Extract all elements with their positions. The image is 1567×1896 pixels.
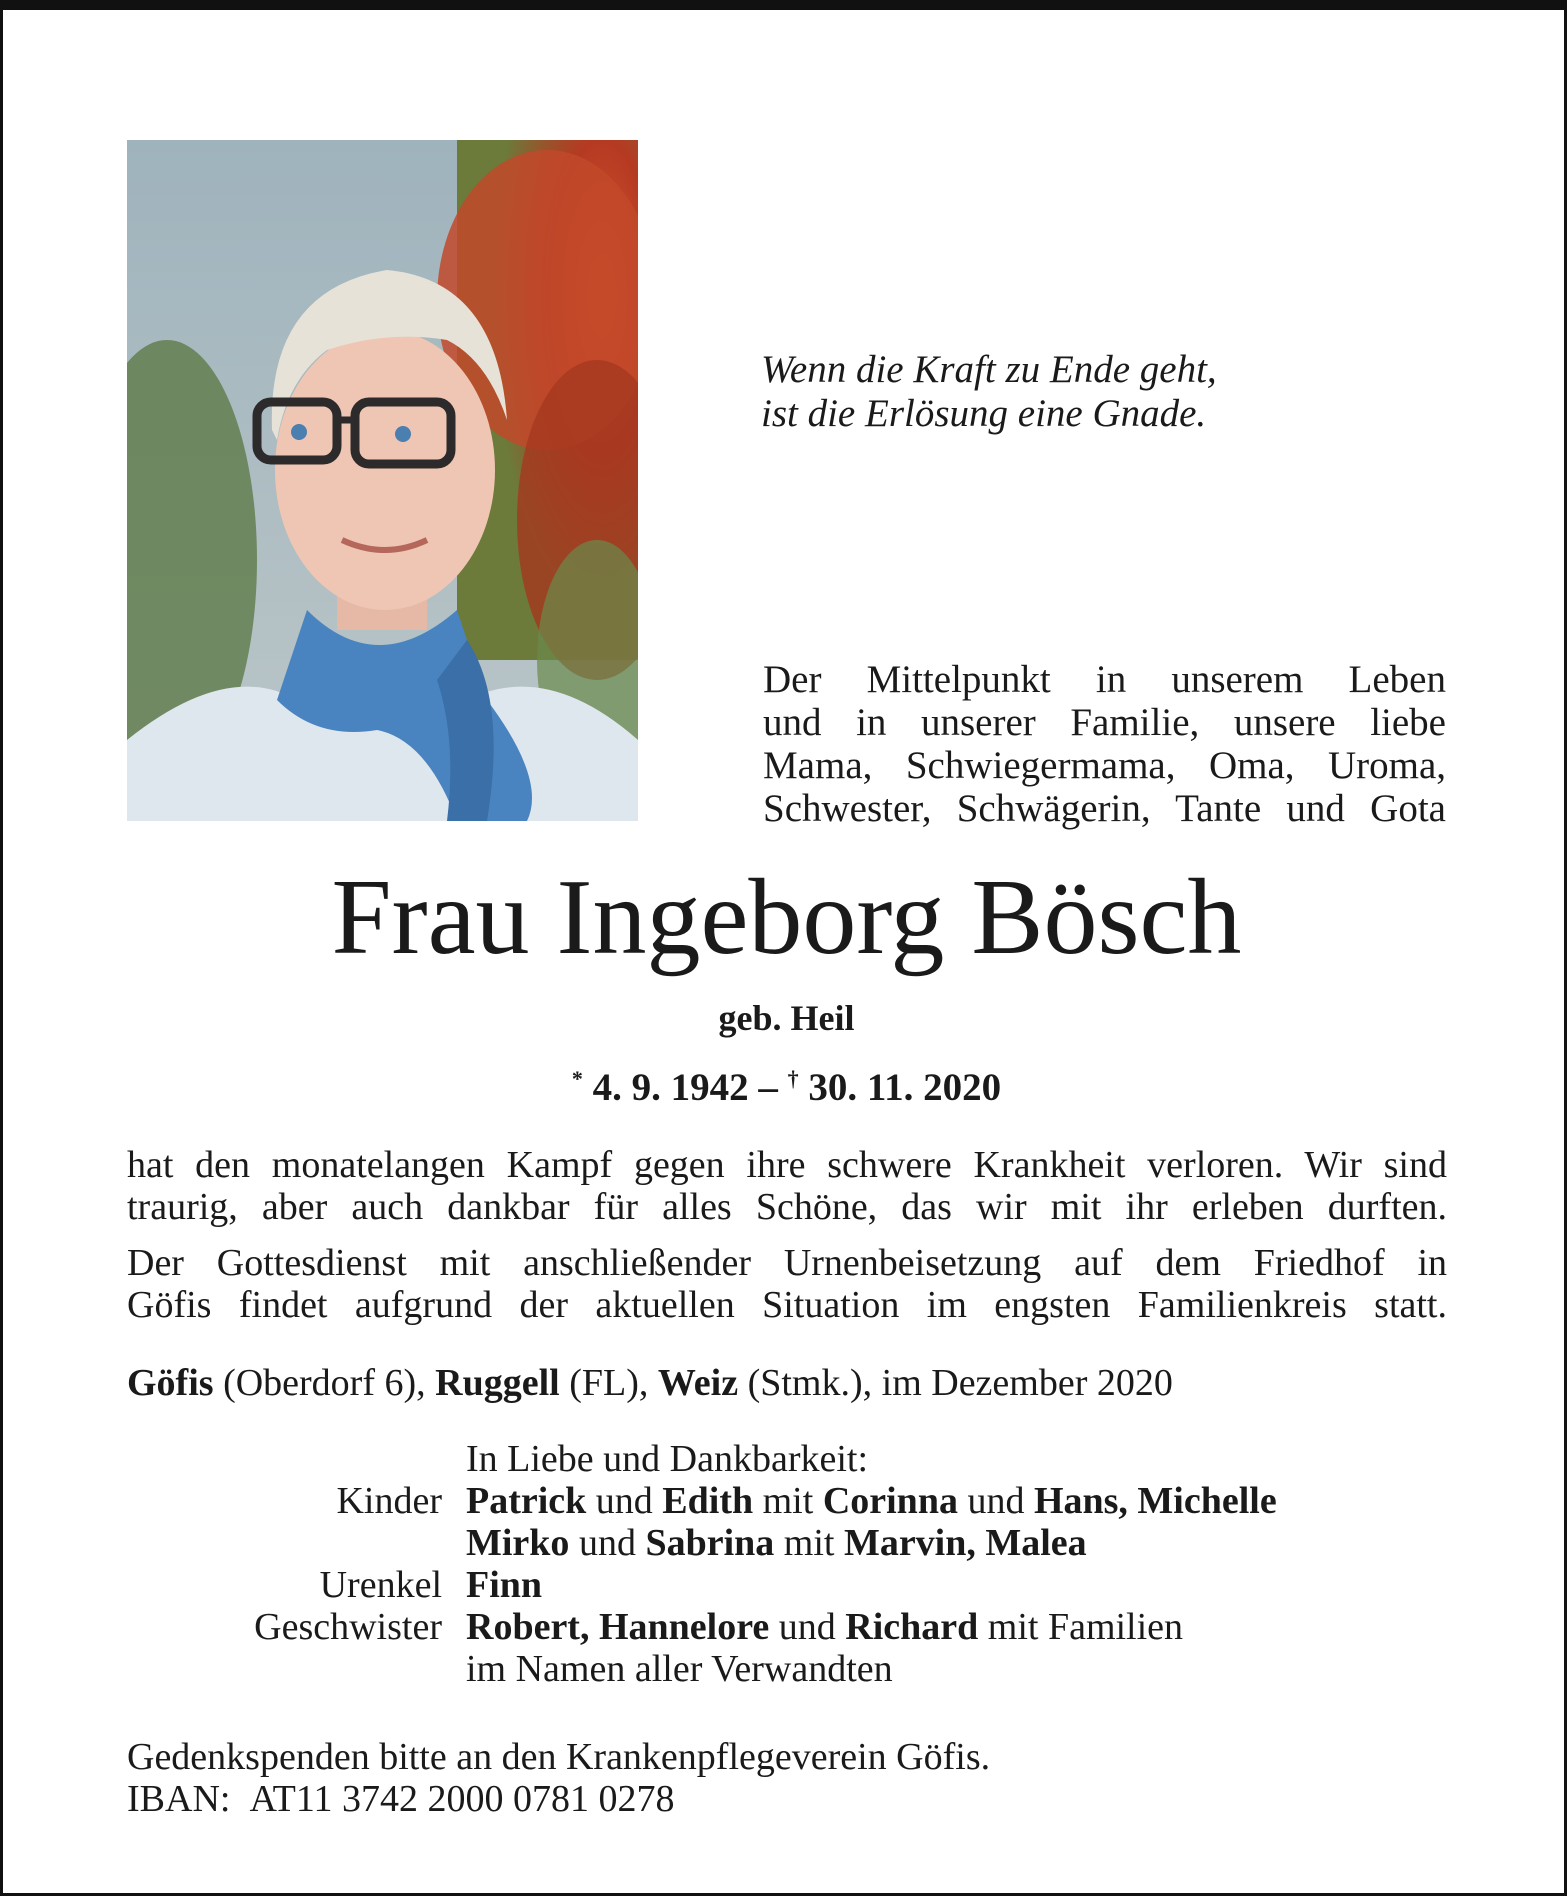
kinder-label: Kinder bbox=[336, 1480, 442, 1522]
date-dash: – bbox=[758, 1066, 778, 1109]
places-line bbox=[127, 1362, 1447, 1404]
portrait-photo-icon bbox=[127, 140, 638, 821]
maiden-name: geb. Heil bbox=[718, 998, 855, 1038]
life-dates bbox=[3, 1054, 1567, 1113]
birth-date: 4. 9. 1942 bbox=[592, 1066, 749, 1109]
intro-line: Schwester, Schwägerin, Tante und Gota bbox=[763, 787, 1446, 830]
paragraph-illness bbox=[127, 1144, 1447, 1228]
kinder-row: Kinder Patrick und Edith mit Corinna und Hans, Michelle bbox=[127, 1480, 1447, 1522]
intro-line: Der Mittelpunkt in unserem Leben bbox=[763, 658, 1446, 701]
portrait-photo bbox=[127, 140, 638, 821]
quote-line: Wenn die Kraft zu Ende geht, bbox=[761, 348, 1217, 391]
intro-line: Mama, Schwiegermama, Oma, Uroma, bbox=[763, 744, 1446, 787]
mourner-name: Patrick bbox=[466, 1480, 587, 1522]
mourner-name: Finn bbox=[466, 1564, 543, 1606]
birth-symbol: * bbox=[571, 1066, 583, 1091]
iban-line bbox=[127, 1778, 1447, 1820]
memorial-quote bbox=[761, 348, 1461, 436]
place-detail: (Oberdorf 6), bbox=[213, 1362, 436, 1404]
relatives-row bbox=[127, 1648, 1447, 1690]
paragraph-line: hat den monatelangen Kampf gegen ihre schwere Krankheit verloren. Wir sind bbox=[127, 1144, 1447, 1186]
iban-label: IBAN: bbox=[127, 1778, 231, 1820]
paragraph-line: traurig, aber auch dankbar für alles Schöne, das wir mit ihr erleben durften. bbox=[127, 1186, 1447, 1228]
place-name: Göfis bbox=[127, 1362, 214, 1404]
mourners-list bbox=[127, 1438, 1447, 1690]
donation-info bbox=[127, 1736, 1447, 1820]
geschwister-row: Geschwister Robert, Hannelore und Richard mit Familien bbox=[127, 1606, 1447, 1648]
relatives-text: im Namen aller Verwandten bbox=[466, 1648, 893, 1690]
quote-line: ist die Erlösung eine Gnade. bbox=[761, 392, 1207, 435]
mourner-name: Richard bbox=[845, 1606, 979, 1648]
mourner-name: Edith bbox=[662, 1480, 754, 1522]
geschwister-label: Geschwister bbox=[254, 1606, 442, 1648]
kinder-row-2: Mirko und Sabrina mit Marvin, Malea bbox=[466, 1522, 1087, 1564]
intro-line: und in unserer Familie, unsere liebe bbox=[763, 701, 1446, 744]
donation-text: Gedenkspenden bitte an den Krankenpflegeverein Göfis. bbox=[127, 1736, 991, 1778]
place-name: Weiz bbox=[657, 1362, 739, 1404]
deceased-name: Frau Ingeborg Bösch bbox=[331, 858, 1242, 977]
mourner-name: Corinna bbox=[822, 1480, 958, 1522]
place-name: Ruggell bbox=[435, 1362, 560, 1404]
mourner-name: Marvin, Malea bbox=[843, 1522, 1087, 1564]
mourners-intro: In Liebe und Dankbarkeit: bbox=[466, 1438, 869, 1480]
mourner-name: Robert, Hannelore bbox=[466, 1606, 770, 1648]
place-detail: (FL), bbox=[559, 1362, 658, 1404]
urenkel-row bbox=[127, 1564, 1447, 1606]
mourners-intro-row bbox=[127, 1438, 1447, 1480]
mourner-name: Hans, Michelle bbox=[1033, 1480, 1277, 1522]
paragraph-line: Der Gottesdienst mit anschließender Urnenbeisetzung auf dem Friedhof in bbox=[127, 1242, 1447, 1284]
mourner-name: Mirko bbox=[466, 1522, 570, 1564]
intro-text bbox=[763, 658, 1446, 830]
urenkel-label: Urenkel bbox=[319, 1564, 442, 1606]
place-detail: (Stmk.), im Dezember 2020 bbox=[738, 1362, 1173, 1404]
mourner-name: Sabrina bbox=[645, 1522, 775, 1564]
paragraph-funeral bbox=[127, 1242, 1447, 1326]
iban-number: AT11 3742 2000 0781 0278 bbox=[249, 1778, 675, 1820]
death-symbol: † bbox=[787, 1066, 799, 1091]
death-date: 30. 11. 2020 bbox=[808, 1066, 1002, 1109]
paragraph-line: Göfis findet aufgrund der aktuellen Situation im engsten Familienkreis statt. bbox=[127, 1284, 1447, 1326]
